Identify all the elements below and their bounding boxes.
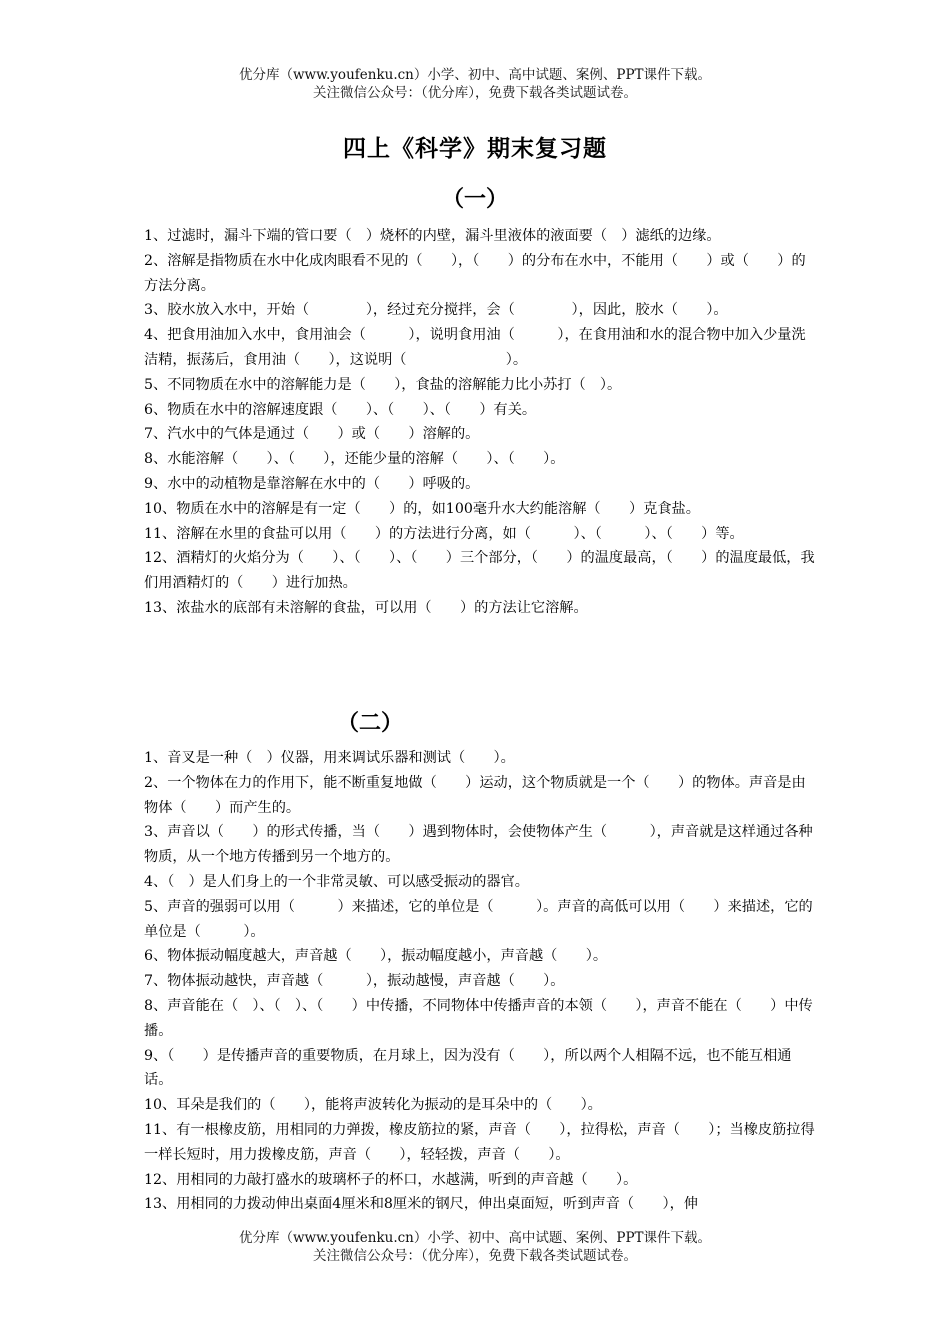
section-1-heading: （一） bbox=[441, 186, 508, 212]
question-1-11: 11、溶解在水里的食盐可以用（ ）的方法进行分离，如（ ）、（ ）、（ ）等。 bbox=[144, 525, 744, 542]
question-2-12: 12、用相同的力敲打盛水的玻璃杯子的杯口，水越满，听到的声音越（ ）。 bbox=[144, 1171, 638, 1188]
question-1-12: 12、酒精灯的火焰分为（ ）、（ ）、（ ）三个部分，（ ）的温度最高，（ ）的温度最低，我们用酒精灯的（ ）进行加热。 bbox=[144, 550, 815, 592]
question-1-13: 13、浓盐水的底部有未溶解的食盐，可以用（ ）的方法让它溶解。 bbox=[144, 599, 588, 616]
page-title: 四上《科学》期末复习题 bbox=[343, 135, 607, 162]
question-2-4: 4、（ ）是人们身上的一个非常灵敏、可以感受振动的器官。 bbox=[144, 873, 529, 890]
section-2-questions bbox=[144, 746, 816, 1217]
section-1-questions bbox=[144, 224, 816, 621]
question-1-6: 6、物质在水中的溶解速度跟（ ）、（ ）、（ ）有关。 bbox=[144, 401, 537, 418]
question-1-7: 7、汽水中的气体是通过（ ）或（ ）溶解的。 bbox=[144, 426, 480, 443]
question-1-9: 9、水中的动植物是靠溶解在水中的（ ）呼吸的。 bbox=[144, 475, 480, 492]
question-2-10: 10、耳朵是我们的（ ），能将声波转化为振动的是耳朵中的（ ）。 bbox=[144, 1097, 602, 1114]
question-2-8: 8、声音能在（ ）、（ ）、（ ）中传播，不同物体中传播声音的本领（ ），声音不能在（ ）中传播。 bbox=[144, 997, 813, 1039]
question-1-3: 3、胶水放入水中，开始（ ），经过充分搅拌，会（ ），因此，胶水（ ）。 bbox=[144, 302, 728, 319]
question-1-5: 5、不同物质在水中的溶解能力是（ ），食盐的溶解能力比小苏打（ ）。 bbox=[144, 376, 622, 393]
page-header bbox=[0, 66, 950, 102]
question-2-9: 9、（ ）是传播声音的重要物质，在月球上，因为没有（ ），所以两个人相隔不远，也不能互相通话。 bbox=[144, 1047, 792, 1089]
footer-line-1: 优分库（www.youfenku.cn）小学、初中、高中试题、案例、PPT课件下载。 bbox=[238, 1230, 712, 1246]
question-1-8: 8、水能溶解（ ）、（ ），还能少量的溶解（ ）、（ ）。 bbox=[144, 451, 565, 468]
footer-line-2: 关注微信公众号：（优分库），免费下载各类试题试卷。 bbox=[313, 1248, 637, 1264]
header-line-2: 关注微信公众号：（优分库），免费下载各类试题试卷。 bbox=[313, 85, 637, 101]
header-line-1: 优分库（www.youfenku.cn）小学、初中、高中试题、案例、PPT课件下载。 bbox=[238, 67, 712, 83]
question-2-7: 7、物体振动越快，声音越（ ），振动越慢，声音越（ ）。 bbox=[144, 973, 565, 990]
question-2-3: 3、声音以（ ）的形式传播，当（ ）遇到物体时，会使物体产生（ ），声音就是这样通过各种物质，从一个地方传播到另一个地方的。 bbox=[144, 824, 813, 866]
question-2-2: 2、一个物体在力的作用下，能不断重复地做（ ）运动，这个物质就是一个（ ）的物体。声音是由物体（ ）而产生的。 bbox=[144, 774, 806, 816]
section-2-heading: （二） bbox=[337, 710, 404, 736]
question-2-6: 6、物体振动幅度越大，声音越（ ），振动幅度越小，声音越（ ）。 bbox=[144, 948, 608, 965]
page-footer bbox=[0, 1229, 950, 1265]
question-2-5: 5、声音的强弱可以用（ ）来描述，它的单位是（ ）。声音的高低可以用（ ）来描述，它的单位是（ ）。 bbox=[144, 898, 813, 940]
question-2-11: 11、有一根橡皮筋，用相同的力弹拨，橡皮筋拉的紧，声音（ ），拉得松，声音（ ）；当橡皮筋拉得一样长短时，用力拨橡皮筋，声音（ ），轻轻拨，声音（ ）。 bbox=[144, 1121, 815, 1163]
question-2-13: 13、用相同的力拨动伸出桌面4厘米和8厘米的钢尺，伸出桌面短，听到声音（ ），伸 bbox=[144, 1196, 698, 1213]
question-1-1: 1、过滤时，漏斗下端的管口要（ ）烧杯的内壁，漏斗里液体的液面要（ ）滤纸的边缘。 bbox=[144, 228, 721, 244]
question-1-4: 4、把食用油加入水中，食用油会（ ），说明食用油（ ），在食用油和水的混合物中加入少量洗洁精，振荡后，食用油（ ），这说明（ ）。 bbox=[144, 327, 806, 368]
question-2-1: 1、音叉是一种（ ）仪器，用来调试乐器和测试（ ）。 bbox=[144, 750, 515, 766]
question-1-2: 2、溶解是指物质在水中化成肉眼看不见的（ ），（ ）的分布在水中，不能用（ ）或（ ）的方法分离。 bbox=[144, 252, 806, 294]
question-1-10: 10、物质在水中的溶解是有一定（ ）的，如100毫升水大约能溶解（ ）克食盐。 bbox=[144, 500, 700, 517]
